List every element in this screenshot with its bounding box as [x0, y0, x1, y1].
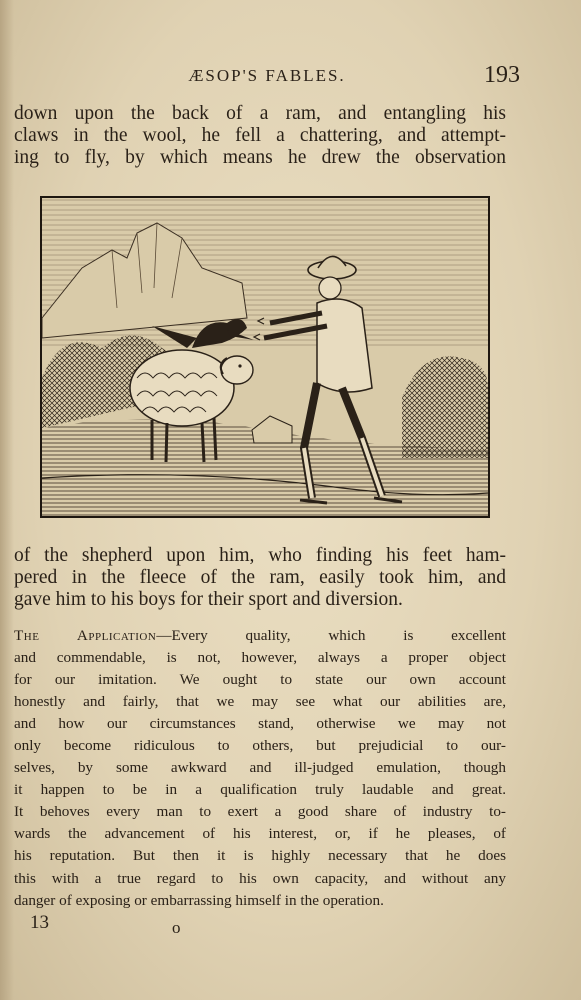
- running-title: ÆSOP'S FABLES.: [188, 66, 346, 85]
- text-line: honestly and fairly, that we may see what our abilities are,: [14, 693, 506, 711]
- woodcut-illustration: [40, 196, 490, 518]
- text-line: [14, 625, 506, 647]
- page-number: 193: [484, 62, 520, 88]
- text-line: it happen to be in a qualification truly laudable and great.: [14, 781, 506, 799]
- printer-mark: o: [172, 918, 181, 937]
- application-heading: The Application: [14, 627, 157, 644]
- running-head: [14, 64, 520, 90]
- text-line: down upon the back of a ram, and entangling his: [14, 103, 506, 124]
- text-line: gave him to his boys for their sport and diversion.: [14, 588, 403, 610]
- text-line: and how our circumstances stand, otherwise we may not: [14, 715, 506, 733]
- text-line: this with a true regard to his own capacity, and without any: [14, 869, 506, 887]
- paragraph-mid: [14, 545, 506, 610]
- text-line: only become ridiculous to others, but prejudicial to our-: [14, 737, 506, 755]
- text-line: and commendable, is not, however, always a proper object: [14, 649, 506, 667]
- text-line: wards the advancement of his interest, or, if he pleases, of: [14, 825, 506, 843]
- text-line: his reputation. But then it is highly necessary that he does: [14, 847, 506, 865]
- text-fragment: —Every quality, which is excellent: [156, 627, 506, 644]
- text-line: selves, by some awkward and ill-judged emulation, though: [14, 759, 506, 777]
- text-line: for our imitation. We ought to state our own account: [14, 671, 506, 689]
- text-line: pered in the fleece of the ram, easily took him, and: [14, 566, 506, 588]
- text-line: ing to fly, by which means he drew the observation: [14, 146, 506, 168]
- text-line: claws in the wool, he fell a chattering, and attempt-: [14, 124, 506, 146]
- shepherd-ram-jackdaw-icon: [42, 198, 488, 516]
- application-paragraph: [14, 625, 506, 912]
- text-line: danger of exposing or embarrassing himself in the operation.: [14, 891, 384, 909]
- text-line: It behoves every man to exert a good share of industry to-: [14, 803, 506, 821]
- paragraph-top: [14, 103, 506, 168]
- signature-mark: 13: [30, 912, 49, 933]
- text-line: of the shepherd upon him, who finding his feet ham-: [14, 545, 506, 566]
